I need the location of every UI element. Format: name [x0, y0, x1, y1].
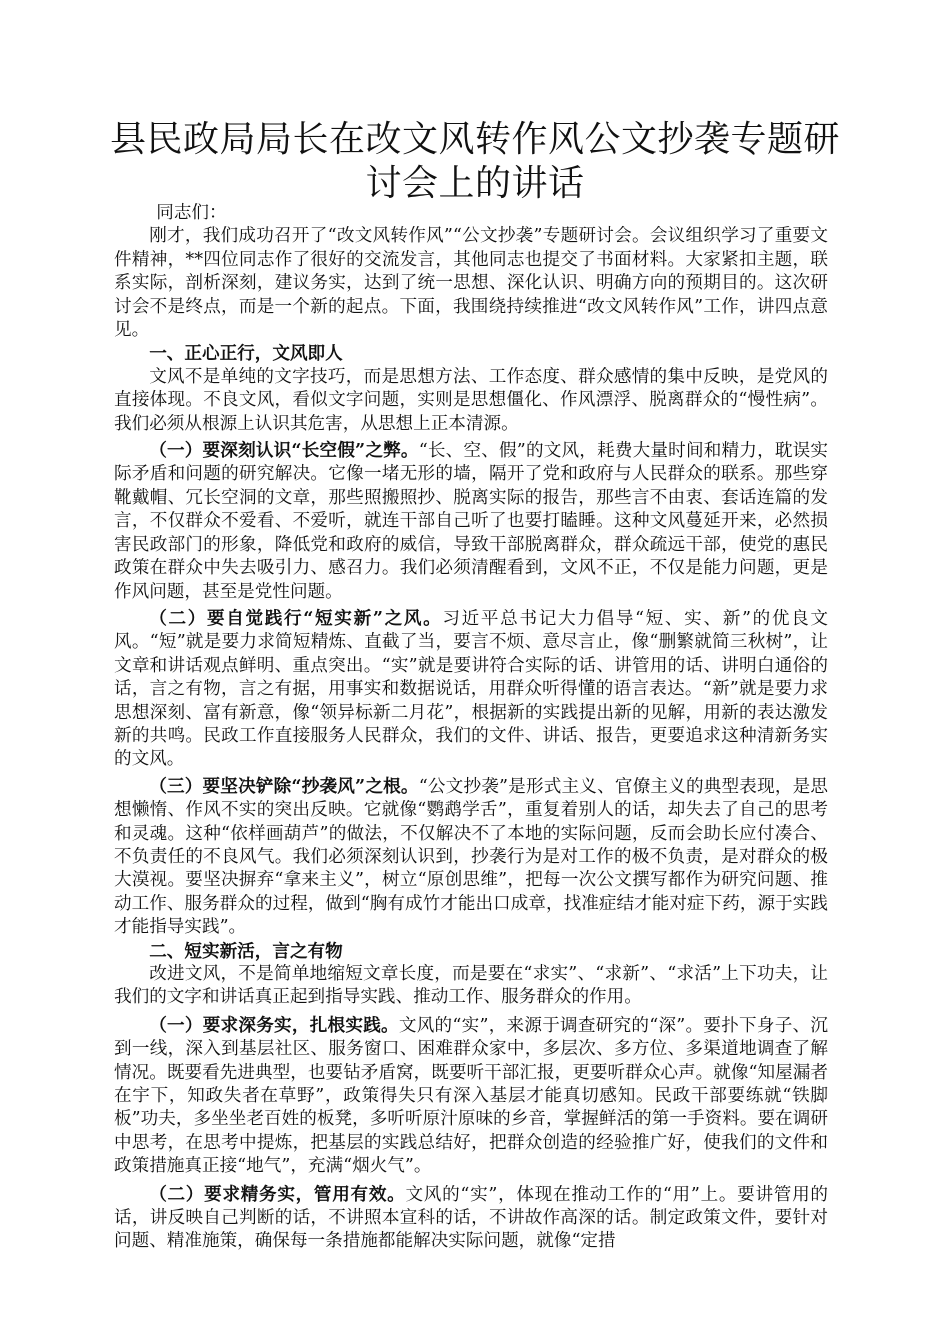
point-lead: （二）要求精务实，管用有效。	[149, 1183, 406, 1205]
intro-paragraph: 刚才，我们成功召开了“改文风转作风”“公文抄袭”专题研讨会。会议组织学习了重要文件精神，**四位同志作了很好的交流发言，其他同志也提交了书面材料。大家紧扣主题，联系实际，剖析深刻，建议务实，达到了统一思想、深化认识、明确方向的预期目的。这次研讨会不是终点，而是一个新的起点。下面，我围绕持续推进“改文风转作风”工作，讲四点意见。	[114, 226, 828, 341]
section-1-intro: 文风不是单纯的文字技巧，而是思想方法、工作态度、群众感情的集中反映，是党风的直接体现。不良文风，看似文字问题，实则是思想僵化、作风漂浮、脱离群众的“慢性病”。我们必须从根源上认识其危害，从思想上正本清源。	[114, 366, 828, 434]
point-text: 习近平总书记大力倡导“短、实、新”的优良文风。“短”就是要力求简短精炼、直截了当，要言不烦、意尽言止，像“删繁就简三秋树”，让文章和讲话观点鲜明、重点突出。“实”就是要讲符合实际的话、讲管用的话、讲明白通俗的话，言之有物，言之有据，用事实和数据说话，用群众听得懂的语言表达。“新”就是要力求思想深刻、富有新意，像“领异标新二月花”，根据新的实践提出新的见解，用新的表达激发新的共鸣。民政工作直接服务人民群众，我们的文件、讲话、报告，更要追求这种清新务实的文风。	[114, 608, 828, 770]
section-2-intro: 改进文风，不是简单地缩短文章长度，而是要在“求实”、“求新”、“求活”上下功夫，让我们的文字和讲话真正起到指导实践、推动工作、服务群众的作用。	[114, 964, 828, 1008]
document-body	[114, 202, 828, 1254]
point-text: 文风的“实”，来源于调查研究的“深”。要扑下身子、沉到一线，深入到基层社区、服务窗口、困难群众家中，多层次、多方位、多渠道地调查了解情况。既要看先进典型，也要钻矛盾窝，既要听干部汇报，更要听群众心声。就像“知屋漏者在宇下，知政失者在草野”，政策得失只有深入基层才能真切感知。民政干部要练就“铁脚板”功夫，多坐坐老百姓的板凳，多听听原汁原味的乡音，掌握鲜活的第一手资料。要在调研中思考，在思考中提炼，把基层的实践总结好，把群众创造的经验推广好，使我们的文件和政策措施真正接“地气”，充满“烟火气”。	[114, 1015, 828, 1177]
point-lead: （三）要坚决铲除“抄袭风”之根。	[149, 775, 419, 797]
section-2-heading: 二、短实新活，言之有物	[149, 940, 343, 962]
section-1-point-2	[114, 607, 828, 772]
title-line-2: 讨会上的讲话	[365, 163, 585, 204]
section-2-point-1	[114, 1014, 828, 1179]
point-text: “公文抄袭”是形式主义、官僚主义的典型表现，是思想懒惰、作风不实的突出反映。它就像“鹦鹉学舌”，重复着别人的话，却失去了自己的思考和灵魂。这种“依样画葫芦”的做法，不仅解决不了本地的实际问题，反而会助长应付凑合、不负责任的不良风气。我们必须深刻认识到，抄袭行为是对工作的极不负责，是对群众的极大漠视。要坚决摒弃“拿来主义”，树立“原创思维”，把每一次公文撰写都作为研究问题、推动工作、服务群众的过程，做到“胸有成竹才能出口成章，找准症结才能对症下药，源于实践才能指导实践”。	[114, 776, 828, 938]
title-line-1: 县民政局局长在改文风转作风公文抄袭专题研	[109, 119, 840, 160]
section-1-point-1	[114, 439, 828, 604]
point-text: “长、空、假”的文风，耗费大量时间和精力，耽误实际矛盾和问题的研究解决。它像一堵无形的墙，隔开了党和政府与人民群众的联系。那些穿靴戴帽、冗长空洞的文章，那些照搬照抄、脱离实际的报告，那些言不由衷、套话连篇的发言，不仅群众不爱看、不爱听，就连干部自己听了也要打瞌睡。这种文风蔓延开来，必然损害民政部门的形象，降低党和政府的威信，导致干部脱离群众，群众疏远干部，使党的惠民政策在群众中失去吸引力、感召力。我们必须清醒看到，文风不正，不仅是能力问题，更是作风问题，甚至是党性问题。	[114, 441, 828, 602]
section-2-point-2	[114, 1183, 828, 1254]
point-lead: （一）要求深务实，扎根实践。	[149, 1014, 399, 1036]
section-1-heading: 一、正心正行，文风即人	[149, 343, 343, 365]
salutation: 同志们：	[156, 203, 227, 223]
section-1-point-3	[114, 775, 828, 940]
point-lead: （二）要自觉践行“短实新”之风。	[149, 607, 443, 629]
point-text: 文风的“实”，体现在推动工作的“用”上。要讲管用的话，讲反映自己判断的话，不讲照本宣科的话，不讲故作高深的话。制定政策文件，要针对问题、精准施策，确保每一条措施都能解决实际问题，就像“定措	[114, 1184, 828, 1252]
point-lead: （一）要深刻认识“长空假”之弊。	[149, 440, 419, 462]
document-title	[100, 118, 850, 206]
